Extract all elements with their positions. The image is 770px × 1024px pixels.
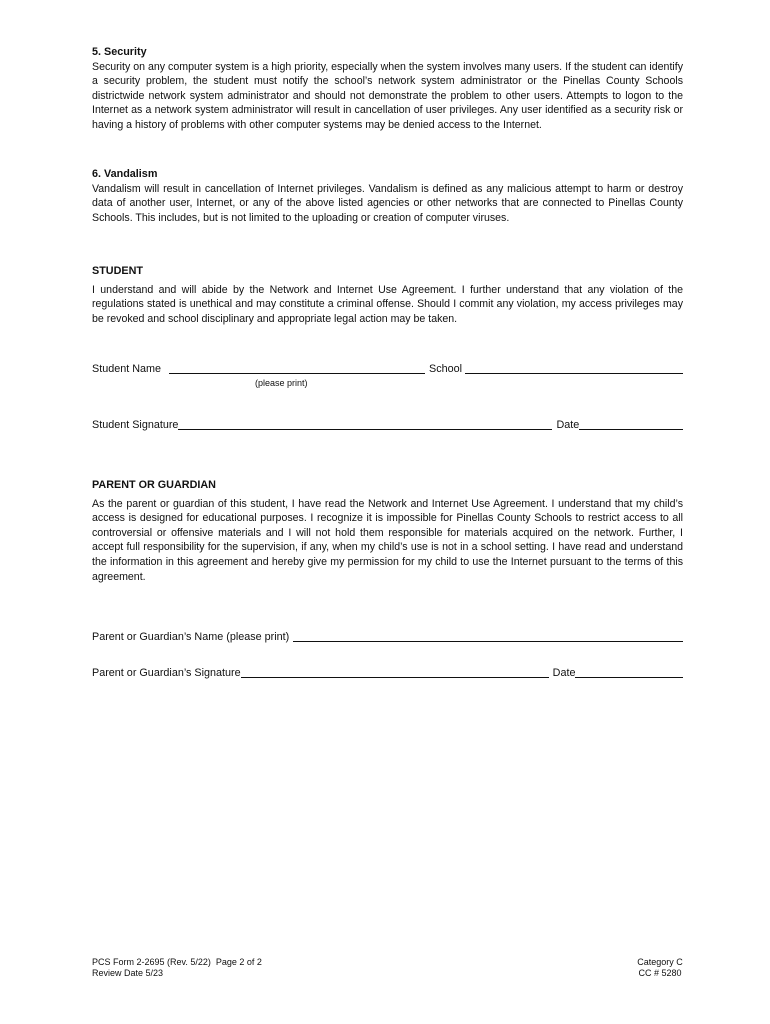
footer-right (620, 957, 700, 978)
student-signature-label: Student Signature (92, 419, 179, 431)
parent-name-field[interactable] (293, 630, 683, 642)
vandalism-section (92, 167, 683, 225)
parent-date-label: Date (552, 667, 576, 679)
student-name-field[interactable] (169, 362, 425, 374)
vandalism-body: Vandalism will result in cancellation of Internet privileges. Vandalism is defined as any malicious attempt to harm or destroy data of another user, Internet, or any of the above listed agencies or other networks that are connected to Pinellas County Schools. This includes, but is not limited to the uploading or creation of computer viruses. (92, 182, 683, 224)
footer-left (92, 957, 262, 978)
student-name-line (92, 362, 683, 376)
student-date-field[interactable] (579, 418, 683, 430)
please-print-hint: (please print) (255, 378, 308, 388)
parent-name-line (92, 630, 683, 644)
student-heading: STUDENT (92, 265, 143, 277)
category-label: Category C (637, 957, 683, 967)
parent-signature-label: Parent or Guardian’s Signature (92, 667, 241, 679)
parent-heading: PARENT OR GUARDIAN (92, 479, 216, 491)
security-section (92, 45, 683, 133)
parent-name-label: Parent or Guardian’s Name (please print) (92, 631, 290, 643)
security-body: Security on any computer system is a high priority, especially when the system involves many users. If the student can identify a security problem, the student must notify the school’s network system administrator or the Pinellas County Schools districtwide network system administrator and should not demonstrate the problem to other users. Attempts to logon to the Internet as a network system administrator will result in cancellation of user privileges. Any user identified as a security risk or having a history of problems with other computer systems may be denied access to the Internet. (92, 60, 683, 131)
student-date-label: Date (556, 419, 580, 431)
parent-signature-field[interactable] (241, 666, 549, 678)
student-signature-line (92, 418, 683, 432)
security-heading: 5. Security (92, 46, 147, 58)
vandalism-heading: 6. Vandalism (92, 168, 158, 180)
parent-date-field[interactable] (575, 666, 683, 678)
student-section (92, 264, 683, 326)
student-signature-field[interactable] (178, 418, 552, 430)
school-label: School (429, 363, 463, 375)
school-field[interactable] (465, 362, 683, 374)
parent-body: As the parent or guardian of this student, I have read the Network and Internet Use Agreement. I understand that my child’s access is designed for educational purposes. I recognize it is impossible for Pinellas County Schools to restrict access to all controversial or offensive materials and I will not hold them responsible for materials acquired on the network. Further, I accept full responsibility for the supervision, if any, when my child’s use is not in a school setting. I have read and understand the information in this agreement and hereby give my permission for my child to use the Internet pursuant to the terms of this agreement. (92, 497, 683, 583)
review-date: Review Date 5/23 (92, 967, 164, 978)
student-body: I understand and will abide by the Network and Internet Use Agreement. I further understand that any violation of the regulations stated is unethical and may constitute a criminal offense. Should I commit any violation, my access privileges may be revoked and school disciplinary and appropriate legal action may be taken. (92, 283, 683, 325)
parent-section (92, 478, 683, 584)
student-name-label: Student Name (92, 363, 162, 375)
cc-number: CC # 5280 (638, 967, 682, 978)
form-id: PCS Form 2-2695 (Rev. 5/22) Page 2 of 2 (92, 957, 262, 967)
parent-signature-line (92, 666, 683, 680)
